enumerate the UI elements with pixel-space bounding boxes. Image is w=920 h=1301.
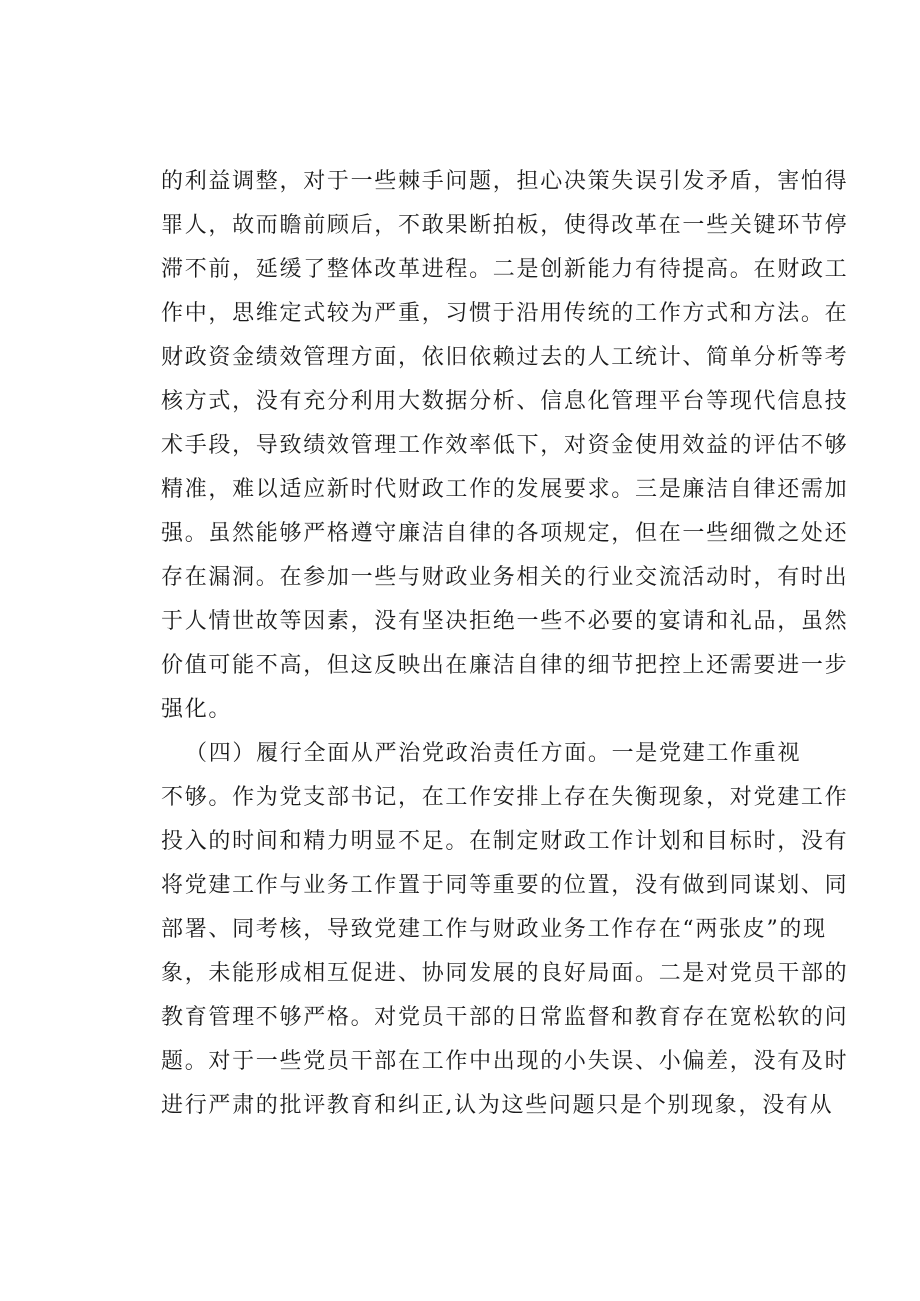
paragraph-line: 强。虽然能够严格遵守廉洁自律的各项规定，但在一些细微之处还	[161, 521, 849, 546]
paragraph-line: 部署、同考核，导致党建工作与财政业务工作存在“两张皮”的现	[161, 917, 827, 942]
paragraph-line: 进行严肃的批评教育和纠正,认为这些问题只是个别现象，没有从	[161, 1093, 834, 1118]
paragraph-line: 术手段，导致绩效管理工作效率低下，对资金使用效益的评估不够	[161, 433, 849, 458]
paragraph-line: 象，未能形成相互促进、协同发展的良好局面。二是对党员干部的	[161, 961, 849, 986]
paragraph-line: 不够。作为党支部书记，在工作安排上存在失衡现象，对党建工作	[161, 785, 849, 810]
paragraph-line: 精准，难以适应新时代财政工作的发展要求。三是廉洁自律还需加	[161, 477, 849, 502]
paragraph-line: 教育管理不够严格。对党员干部的日常监督和教育存在宽松软的问	[161, 1005, 849, 1030]
paragraph-line: 于人情世故等因素，没有坚决拒绝一些不必要的宴请和礼品，虽然	[161, 609, 849, 634]
paragraph-line: 财政资金绩效管理方面，依旧依赖过去的人工统计、简单分析等考	[161, 345, 849, 370]
paragraph-line: 作中，思维定式较为严重，习惯于沿用传统的工作方式和方法。在	[161, 301, 849, 326]
paragraph-line: 核方式，没有充分利用大数据分析、信息化管理平台等现代信息技	[161, 389, 849, 414]
paragraph-line: 投入的时间和精力明显不足。在制定财政工作计划和目标时，没有	[161, 829, 849, 854]
paragraph-line: 存在漏洞。在参加一些与财政业务相关的行业交流活动时，有时出	[161, 565, 849, 590]
paragraph-line: 滞不前，延缓了整体改革进程。二是创新能力有待提高。在财政工	[161, 257, 849, 282]
paragraph-line: 的利益调整，对于一些棘手问题，担心决策失误引发矛盾，害怕得	[161, 169, 849, 194]
paragraph-line: 罪人，故而瞻前顾后，不敢果断拍板，使得改革在一些关键环节停	[161, 213, 849, 238]
paragraph-line: 题。对于一些党员干部在工作中出现的小失误、小偏差，没有及时	[161, 1049, 849, 1074]
paragraph-heading-line: （四）履行全面从严治党政治责任方面。一是党建工作重视	[185, 741, 802, 766]
paragraph-line: 价值可能不高，但这反映出在廉洁自律的细节把控上还需要进一步	[161, 653, 849, 678]
paragraph-line: 将党建工作与业务工作置于同等重要的位置，没有做到同谋划、同	[161, 873, 849, 898]
paragraph-line: 强化。	[161, 697, 233, 722]
